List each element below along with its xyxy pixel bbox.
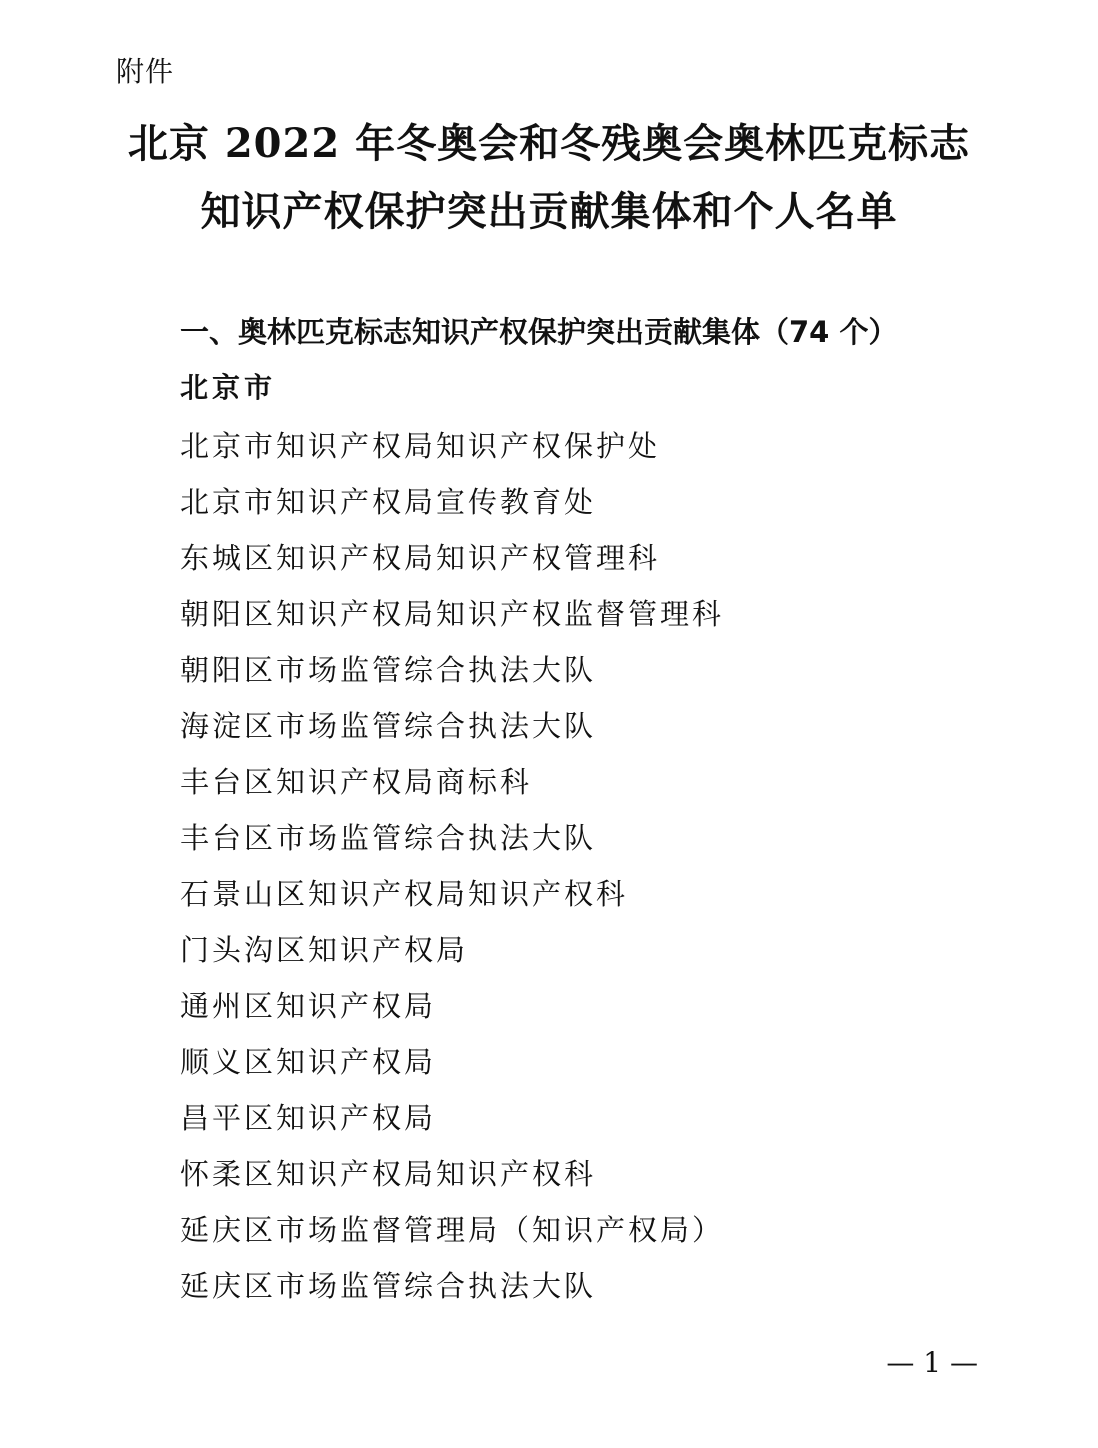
region-heading: 北京市 bbox=[180, 371, 277, 404]
list-item: 延庆区市场监管综合执法大队 bbox=[180, 1269, 597, 1303]
section-heading: 一、奥林匹克标志知识产权保护突出贡献集体（74 个） bbox=[180, 315, 898, 349]
list-item: 石景山区知识产权局知识产权科 bbox=[180, 877, 629, 911]
list-item: 东城区知识产权局知识产权管理科 bbox=[180, 541, 661, 575]
page-number: — 1 — bbox=[886, 1346, 978, 1379]
list-item: 通州区知识产权局 bbox=[180, 989, 437, 1023]
list-item: 昌平区知识产权局 bbox=[180, 1101, 437, 1135]
organization-list bbox=[180, 418, 724, 1314]
attachment-label: 附件 bbox=[116, 55, 175, 88]
document-title-line-1: 北京 2022 年冬奥会和冬残奥会奥林匹克标志 bbox=[127, 120, 971, 167]
list-item: 朝阳区知识产权局知识产权监督管理科 bbox=[180, 597, 725, 631]
list-item: 朝阳区市场监管综合执法大队 bbox=[180, 653, 597, 687]
document-title-line-2: 知识产权保护突出贡献集体和个人名单 bbox=[200, 188, 898, 235]
list-item: 丰台区市场监管综合执法大队 bbox=[180, 821, 597, 855]
list-item: 北京市知识产权局宣传教育处 bbox=[180, 485, 597, 519]
list-item: 海淀区市场监管综合执法大队 bbox=[180, 709, 597, 743]
list-item: 北京市知识产权局知识产权保护处 bbox=[180, 429, 661, 463]
list-item: 怀柔区知识产权局知识产权科 bbox=[180, 1157, 597, 1191]
list-item: 门头沟区知识产权局 bbox=[180, 933, 469, 967]
list-item: 顺义区知识产权局 bbox=[180, 1045, 437, 1079]
list-item: 延庆区市场监督管理局（知识产权局） bbox=[180, 1213, 725, 1247]
list-item: 丰台区知识产权局商标科 bbox=[180, 765, 533, 799]
